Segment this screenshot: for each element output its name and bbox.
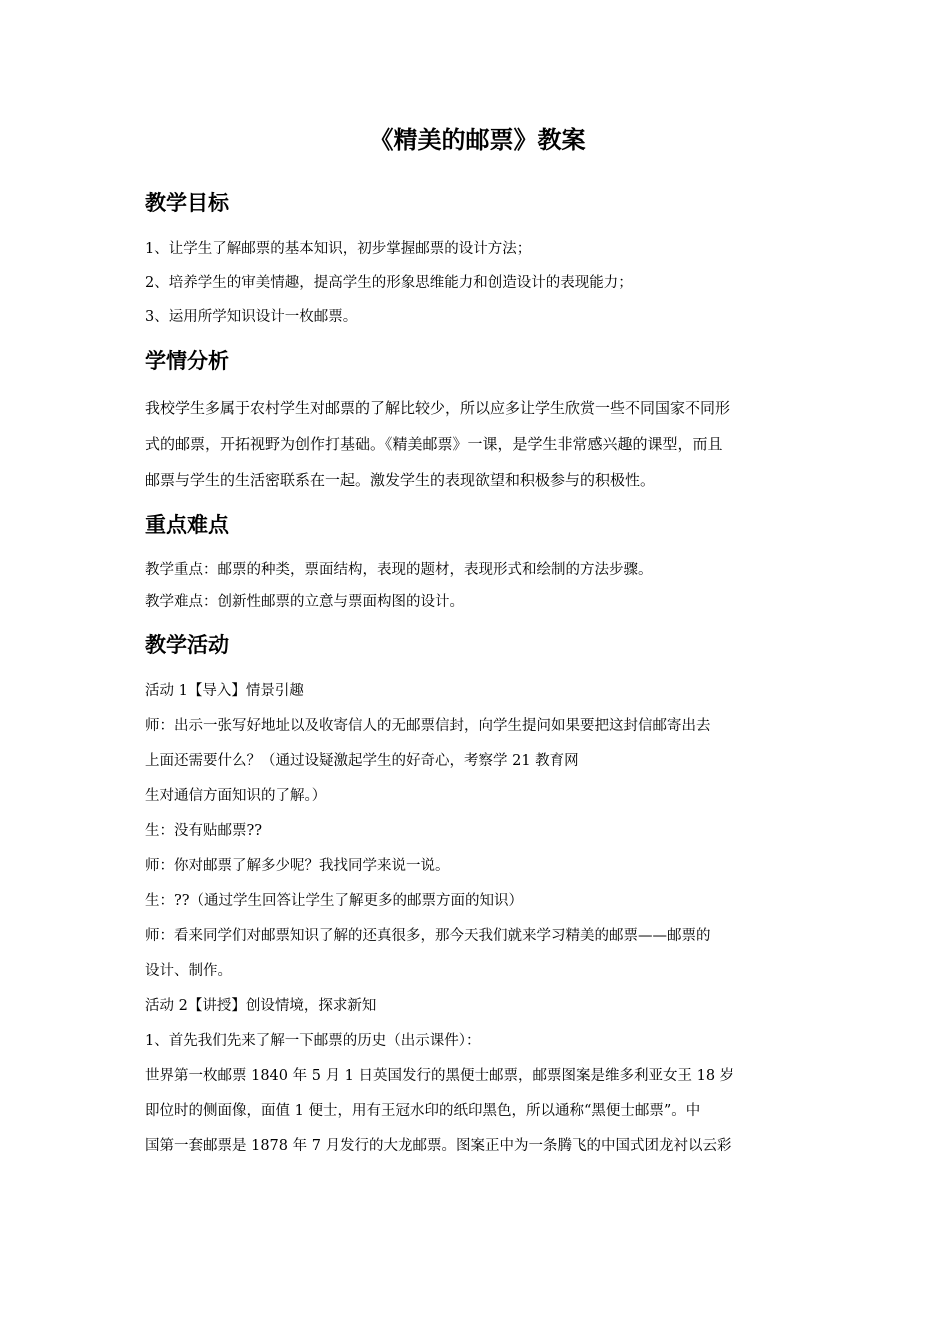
activity-line: 世界第一枚邮票 1840 年 5 月 1 日英国发行的黑便士邮票，邮票图案是维多利亚女王 18 岁 bbox=[145, 1068, 735, 1084]
activity-line: 生对通信方面知识的了解。） bbox=[145, 788, 327, 804]
objective-item: 1、让学生了解邮票的基本知识，初步掌握邮票的设计方法； bbox=[145, 241, 532, 257]
analysis-line: 邮票与学生的生活密联系在一起。激发学生的表现欲望和积极参与的积极性。 bbox=[145, 471, 656, 489]
activity-title: 活动 2【讲授】创设情境，探求新知 bbox=[145, 998, 377, 1014]
activity-line: 师：你对邮票了解多少呢？我找同学来说一说。 bbox=[145, 858, 450, 874]
objective-item: 2、培养学生的审美情趣，提高学生的形象思维能力和创造设计的表现能力； bbox=[145, 275, 633, 291]
activity-line: 生：??（通过学生回答让学生了解更多的邮票方面的知识） bbox=[145, 893, 524, 909]
objective-item: 3、运用所学知识设计一枚邮票。 bbox=[145, 309, 358, 325]
keypoint-line: 教学重点：邮票的种类，票面结构，表现的题材，表现形式和绘制的方法步骤。 bbox=[145, 562, 653, 578]
activities-content bbox=[145, 674, 810, 1164]
section-heading-objectives: 教学目标 bbox=[145, 191, 229, 215]
activity-line: 国第一套邮票是 1878 年 7 月发行的大龙邮票。图案正中为一条腾飞的中国式团龙衬以云彩 bbox=[145, 1138, 732, 1154]
activity-line: 师：出示一张写好地址以及收寄信人的无邮票信封，向学生提问如果要把这封信邮寄出去 bbox=[145, 718, 711, 734]
analysis-paragraph bbox=[145, 390, 810, 498]
activity-line: 师：看来同学们对邮票知识了解的还真很多，那今天我们就来学习精美的邮票——邮票的 bbox=[145, 928, 711, 944]
objectives-list bbox=[145, 232, 810, 334]
analysis-line: 我校学生多属于农村学生对邮票的了解比较少，所以应多让学生欣赏一些不同国家不同形 bbox=[145, 399, 731, 417]
section-heading-activities: 教学活动 bbox=[145, 633, 229, 657]
activity-line: 设计、制作。 bbox=[145, 963, 232, 979]
section-heading-keypoints: 重点难点 bbox=[145, 513, 229, 537]
activity-line: 生：没有贴邮票?? bbox=[145, 823, 263, 839]
section-heading-analysis: 学情分析 bbox=[145, 349, 229, 373]
keypoint-line: 教学难点：创新性邮票的立意与票面构图的设计。 bbox=[145, 594, 464, 610]
document-title: 《精美的邮票》教案 bbox=[369, 126, 586, 154]
activity-line: 1、首先我们先来了解一下邮票的历史（出示课件）： bbox=[145, 1033, 481, 1049]
activity-line: 即位时的侧面像，面值 1 便士，用有王冠水印的纸印黑色，所以通称“黑便士邮票”。中 bbox=[145, 1103, 701, 1119]
activity-line: 上面还需要什么？（通过设疑激起学生的好奇心，考察学 21 教育网 bbox=[145, 753, 579, 769]
keypoints-list bbox=[145, 554, 810, 618]
activity-title: 活动 1【导入】情景引趣 bbox=[145, 683, 304, 699]
document-page bbox=[145, 120, 810, 1164]
analysis-line: 式的邮票，开拓视野为创作打基础。《精美邮票》一课，是学生非常感兴趣的课型，而且 bbox=[145, 435, 723, 453]
